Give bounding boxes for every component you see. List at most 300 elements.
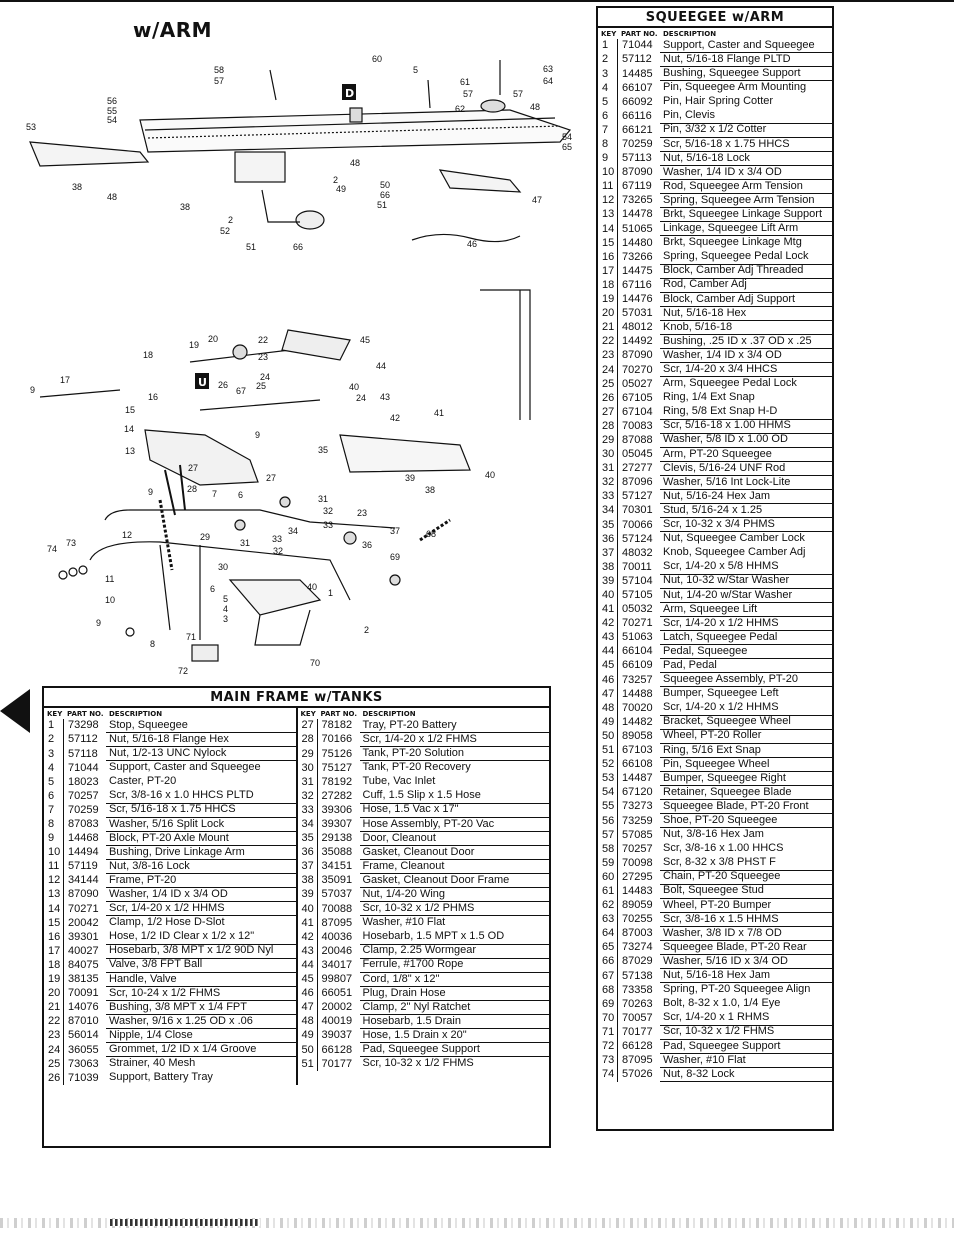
- part-number-cell: 14483: [622, 884, 653, 897]
- svg-text:54: 54: [107, 115, 118, 125]
- table-row: [598, 335, 832, 349]
- key-cell: 41: [298, 916, 318, 930]
- description-cell: Scr, 3/8-16 x 1.0 HHCS PLTD: [106, 789, 296, 803]
- description-cell: Bolt, Squeegee Stud: [660, 885, 832, 899]
- key-cell: 14: [44, 902, 64, 916]
- table-row: [598, 730, 832, 744]
- description-cell: Gasket, Cleanout Door: [360, 846, 550, 860]
- description-cell: Brkt, Squeegee Linkage Support: [660, 208, 832, 222]
- key-cell: 66: [598, 955, 618, 969]
- table-row: [598, 476, 832, 490]
- description-cell: Chain, PT-20 Squeegee: [660, 871, 832, 885]
- part-number-cell: 51065: [622, 222, 653, 235]
- table-row: [598, 250, 832, 264]
- description-cell: Nut, 1/2-13 UNC Nylock: [106, 747, 296, 761]
- svg-text:11: 11: [105, 574, 115, 584]
- table-row: [298, 930, 550, 944]
- part-number-cell: 78182: [321, 719, 353, 732]
- description-cell: Clamp, 1/2 Hose D-Slot: [106, 916, 296, 930]
- description-cell: Wheel, PT-20 Roller: [660, 730, 832, 744]
- table-row: [44, 916, 296, 930]
- svg-text:37: 37: [390, 526, 401, 536]
- key-cell: 39: [598, 575, 618, 589]
- description-cell: Frame, PT-20: [106, 874, 296, 888]
- description-cell: Bolt, 8-32 x 1.0, 1/4 Eye: [660, 997, 832, 1011]
- svg-text:40: 40: [349, 382, 360, 392]
- key-cell: 41: [598, 603, 618, 617]
- description-cell: Hose, 1/2 ID Clear x 1/2 x 12": [106, 930, 296, 944]
- description-cell: Washer, #10 Flat: [360, 916, 550, 930]
- part-number-cell: 78192: [321, 775, 353, 788]
- part-number-cell: 66092: [622, 95, 653, 108]
- description-cell: Pin, Clevis: [660, 109, 832, 123]
- svg-text:5: 5: [413, 65, 419, 75]
- part-header: PART NO.: [67, 710, 104, 718]
- table-row: [598, 208, 832, 222]
- part-number-cell: 70091: [68, 987, 99, 1000]
- svg-text:9: 9: [255, 430, 261, 440]
- part-number-cell: 87096: [622, 476, 653, 489]
- table-row: [298, 804, 550, 818]
- svg-text:53: 53: [26, 122, 37, 132]
- part-number-cell: 70098: [622, 856, 653, 869]
- part-number-cell: 57037: [321, 888, 353, 901]
- svg-text:61: 61: [460, 77, 471, 87]
- description-cell: Washer, 3/8 ID x 7/8 OD: [660, 927, 832, 941]
- description-cell: Shoe, PT-20 Squeegee: [660, 814, 832, 828]
- part-number-cell: 57105: [622, 589, 653, 601]
- part-number-cell: 70271: [622, 617, 653, 630]
- description-cell: Washer, 5/8 ID x 1.00 OD: [660, 434, 832, 448]
- description-cell: Tank, PT-20 Recovery: [360, 761, 550, 775]
- svg-text:24: 24: [356, 393, 367, 403]
- table-row: [598, 518, 832, 532]
- description-cell: Cord, 1/8" x 12": [360, 973, 550, 987]
- key-cell: 28: [298, 733, 318, 747]
- key-cell: 50: [598, 730, 618, 744]
- part-number-cell: 34144: [68, 874, 99, 887]
- table-row: [598, 39, 832, 53]
- key-cell: 44: [298, 959, 318, 973]
- table-body: [44, 719, 296, 1085]
- svg-text:42: 42: [390, 413, 401, 423]
- svg-text:66: 66: [380, 190, 391, 200]
- exploded-parts-diagram: [0, 40, 590, 680]
- part-number-cell: 20042: [68, 916, 99, 929]
- key-cell: 36: [598, 532, 618, 546]
- key-cell: 63: [598, 913, 618, 927]
- part-number-cell: 40027: [68, 944, 99, 957]
- description-cell: Stud, 5/16-24 x 1.25: [660, 504, 832, 518]
- right-column: [296, 708, 550, 1085]
- description-cell: Rod, Squeegee Arm Tension: [660, 180, 832, 194]
- description-cell: Nut, 1/4-20 Wing: [360, 888, 550, 902]
- key-cell: 19: [598, 293, 618, 307]
- table-row: [298, 832, 550, 846]
- key-cell: 11: [598, 180, 618, 194]
- table-row: [298, 719, 550, 733]
- part-number-cell: 05027: [622, 377, 653, 390]
- key-cell: 46: [298, 987, 318, 1001]
- description-cell: Bushing, Squeegee Support: [660, 67, 832, 81]
- part-number-cell: 66107: [622, 81, 653, 94]
- key-cell: 12: [598, 194, 618, 208]
- scan-footer-strip: [0, 1218, 954, 1228]
- part-number-cell: 14475: [622, 264, 653, 277]
- part-number-cell: 70177: [321, 1057, 353, 1070]
- svg-text:71: 71: [186, 632, 197, 642]
- part-number-cell: 67103: [622, 744, 653, 757]
- key-cell: 13: [598, 208, 618, 222]
- description-cell: Washer, #10 Flat: [660, 1054, 832, 1068]
- table-row: [298, 987, 550, 1001]
- marker-d: D: [345, 87, 355, 100]
- description-cell: Arm, PT-20 Squeegee: [660, 448, 832, 462]
- key-header: KEY: [601, 30, 617, 38]
- description-cell: Arm, Squeegee Lift: [660, 603, 832, 617]
- key-cell: 51: [598, 744, 618, 758]
- table-row: [298, 874, 550, 888]
- svg-text:2: 2: [228, 215, 234, 225]
- key-cell: 26: [44, 1071, 64, 1085]
- part-number-cell: 70166: [321, 733, 353, 746]
- svg-text:39: 39: [405, 473, 416, 483]
- key-cell: 31: [598, 462, 618, 476]
- table-row: [598, 856, 832, 870]
- part-number-cell: 66108: [622, 758, 653, 771]
- table-row: [598, 687, 832, 701]
- svg-text:31: 31: [318, 494, 329, 504]
- table-row: [598, 546, 832, 560]
- description-cell: Hose, 1.5 Drain x 20": [360, 1029, 550, 1043]
- description-cell: Latch, Squeegee Pedal: [660, 631, 832, 645]
- key-cell: 16: [44, 930, 64, 944]
- key-cell: 57: [598, 828, 618, 842]
- table-row: [598, 405, 832, 419]
- table-row: [298, 1043, 550, 1057]
- key-cell: 64: [598, 927, 618, 941]
- table-row: [44, 902, 296, 916]
- svg-text:44: 44: [376, 361, 387, 371]
- description-cell: Clamp, 2" Nyl Ratchet: [360, 1001, 550, 1015]
- key-header: KEY: [47, 710, 63, 718]
- key-cell: 24: [44, 1043, 64, 1057]
- svg-text:12: 12: [122, 530, 133, 540]
- svg-text:48: 48: [107, 192, 118, 202]
- table-row: [598, 349, 832, 363]
- part-number-cell: 57127: [622, 490, 653, 503]
- key-cell: 26: [598, 391, 618, 405]
- svg-text:63: 63: [543, 64, 554, 74]
- description-cell: Pad, Pedal: [660, 659, 832, 673]
- table-row: [598, 645, 832, 659]
- table-row: [598, 462, 832, 476]
- description-cell: Block, PT-20 Axle Mount: [106, 832, 296, 846]
- svg-text:2: 2: [364, 625, 370, 635]
- key-cell: 55: [598, 800, 618, 814]
- svg-text:36: 36: [362, 540, 373, 550]
- description-cell: Tank, PT-20 Solution: [360, 747, 550, 761]
- table-row: [598, 504, 832, 518]
- key-cell: 43: [598, 631, 618, 645]
- table-row: [598, 81, 832, 95]
- key-cell: 10: [598, 166, 618, 180]
- description-cell: Spring, PT-20 Squeegee Align: [660, 983, 832, 997]
- part-number-cell: 67104: [622, 405, 653, 418]
- svg-text:74: 74: [47, 544, 58, 554]
- svg-text:38: 38: [72, 182, 83, 192]
- key-cell: 45: [598, 659, 618, 673]
- table-row: [598, 1068, 832, 1082]
- description-cell: Scr, 8-32 x 3/8 PHST F: [660, 856, 832, 870]
- description-cell: Pedal, Squeegee: [660, 645, 832, 659]
- desc-header: DESCRIPTION: [362, 710, 416, 718]
- part-number-cell: 87083: [68, 818, 99, 830]
- key-cell: 56: [598, 814, 618, 828]
- description-cell: Handle, Valve: [106, 973, 296, 987]
- part-number-cell: 27282: [321, 789, 353, 802]
- key-cell: 6: [44, 789, 64, 803]
- svg-text:32: 32: [273, 546, 284, 556]
- key-cell: 24: [598, 363, 618, 377]
- key-cell: 35: [298, 832, 318, 846]
- table-row: [44, 789, 296, 803]
- description-cell: Pin, Squeegee Wheel: [660, 758, 832, 772]
- part-number-cell: 39307: [321, 818, 353, 830]
- table-row: [598, 997, 832, 1011]
- table-row: [44, 874, 296, 888]
- part-number-cell: 05032: [622, 603, 653, 616]
- key-cell: 37: [598, 546, 618, 560]
- table-row: [598, 377, 832, 391]
- part-number-cell: 67119: [622, 180, 652, 193]
- key-cell: 10: [44, 846, 64, 860]
- key-cell: 18: [44, 959, 64, 973]
- table-row: [598, 434, 832, 448]
- table-row: [598, 321, 832, 335]
- key-cell: 48: [298, 1015, 318, 1029]
- key-cell: 59: [598, 856, 618, 870]
- key-cell: 8: [598, 138, 618, 152]
- svg-text:72: 72: [178, 666, 189, 676]
- svg-text:67: 67: [236, 386, 247, 396]
- key-cell: 39: [298, 888, 318, 902]
- part-number-cell: 57104: [622, 574, 653, 587]
- description-cell: Plug, Drain Hose: [360, 987, 550, 1001]
- description-cell: Scr, 5/16-18 x 1.75 HHCS: [106, 804, 296, 818]
- table-row: [44, 733, 296, 747]
- part-number-cell: 73265: [622, 194, 653, 207]
- description-cell: Spring, Squeegee Arm Tension: [660, 194, 832, 208]
- table-row: [44, 973, 296, 987]
- part-number-cell: 73257: [622, 673, 653, 686]
- table-row: [598, 744, 832, 758]
- part-number-cell: 14478: [622, 208, 653, 221]
- svg-text:1: 1: [328, 588, 334, 598]
- key-cell: 30: [598, 448, 618, 462]
- table-row: [598, 67, 832, 81]
- description-cell: Scr, 10-32 x 1/2 FHMS: [660, 1026, 832, 1040]
- key-cell: 33: [298, 804, 318, 818]
- part-number-cell: 18023: [68, 775, 99, 788]
- part-number-cell: 57112: [622, 53, 652, 66]
- part-number-cell: 71044: [622, 39, 653, 52]
- key-cell: 43: [298, 945, 318, 959]
- table-row: [44, 1043, 296, 1057]
- key-cell: 27: [598, 405, 618, 419]
- description-cell: Wheel, PT-20 Bumper: [660, 899, 832, 913]
- key-cell: 8: [44, 818, 64, 832]
- part-number-cell: 73259: [622, 814, 653, 827]
- key-cell: 74: [598, 1068, 618, 1082]
- part-number-cell: 57118: [68, 747, 98, 760]
- description-cell: Bushing, 3/8 MPT x 1/4 FPT: [106, 1001, 296, 1015]
- description-cell: Scr, 1/4-20 x 1/2 HHMS: [660, 617, 832, 631]
- key-cell: 17: [44, 945, 64, 959]
- column-headers: [44, 708, 296, 719]
- svg-text:2: 2: [333, 175, 339, 185]
- description-cell: Nut, 5/16-18 Flange PLTD: [660, 53, 832, 67]
- part-number-cell: 87095: [321, 916, 353, 929]
- svg-text:32: 32: [323, 506, 334, 516]
- key-cell: 23: [598, 349, 618, 363]
- svg-text:23: 23: [258, 352, 269, 362]
- description-cell: Hose, 1.5 Vac x 17": [360, 804, 550, 818]
- key-cell: 61: [598, 885, 618, 899]
- part-number-cell: 48032: [622, 546, 653, 559]
- key-cell: 30: [298, 761, 318, 775]
- description-cell: Scr, 1/4-20 x 1/2 HHMS: [106, 902, 296, 916]
- table-row: [298, 959, 550, 973]
- part-number-cell: 73063: [68, 1057, 99, 1070]
- column-headers: [298, 708, 550, 719]
- description-cell: Scr, 3/8-16 x 1.00 HHCS: [660, 842, 832, 856]
- key-cell: 15: [44, 916, 64, 930]
- part-number-cell: 70259: [68, 803, 99, 816]
- key-cell: 28: [598, 420, 618, 434]
- svg-text:33: 33: [323, 520, 334, 530]
- description-cell: Nut, 3/8-16 Lock: [106, 860, 296, 874]
- table-row: [44, 1029, 296, 1043]
- description-cell: Scr, 10-32 x 1/2 PHMS: [360, 902, 550, 916]
- part-number-cell: 75126: [321, 747, 353, 760]
- part-number-cell: 48012: [622, 321, 653, 334]
- description-cell: Nut, Squeegee Camber Lock: [660, 532, 832, 546]
- key-cell: 22: [598, 335, 618, 349]
- svg-text:48: 48: [350, 158, 361, 168]
- key-cell: 4: [598, 81, 618, 95]
- key-cell: 12: [44, 874, 64, 888]
- part-number-cell: 66116: [622, 109, 652, 122]
- description-cell: Pad, Squeegee Support: [660, 1040, 832, 1054]
- key-cell: 1: [598, 39, 618, 53]
- part-number-cell: 14487: [622, 772, 653, 785]
- table-row: [598, 673, 832, 687]
- table-row: [598, 828, 832, 842]
- table-row: [598, 842, 832, 856]
- desc-header: DESCRIPTION: [663, 30, 717, 38]
- key-cell: 58: [598, 842, 618, 856]
- svg-text:40: 40: [485, 470, 496, 480]
- table-row: [598, 166, 832, 180]
- description-cell: Clamp, 2.25 Wormgear: [360, 945, 550, 959]
- table-row: [298, 1057, 550, 1071]
- part-number-cell: 70177: [622, 1025, 653, 1038]
- table-row: [598, 589, 832, 603]
- part-number-cell: 87095: [622, 1054, 653, 1067]
- part-number-cell: 70259: [622, 138, 653, 150]
- svg-text:55: 55: [107, 106, 118, 116]
- part-number-cell: 87088: [622, 433, 653, 446]
- part-number-cell: 73298: [68, 719, 99, 732]
- key-cell: 49: [298, 1029, 318, 1043]
- part-number-cell: 20002: [321, 1001, 353, 1014]
- part-number-cell: 40036: [321, 930, 353, 943]
- part-number-cell: 70083: [622, 419, 653, 432]
- key-cell: 16: [598, 250, 618, 264]
- part-number-cell: 57113: [622, 152, 652, 165]
- description-cell: Bumper, Squeegee Right: [660, 772, 832, 786]
- part-number-cell: 73358: [622, 983, 653, 996]
- description-cell: Nipple, 1/4 Close: [106, 1029, 296, 1043]
- description-cell: Squeegee Assembly, PT-20: [660, 673, 832, 687]
- part-number-cell: 34017: [321, 958, 353, 971]
- description-cell: Washer, 5/16 ID x 3/4 OD: [660, 955, 832, 969]
- part-number-cell: 57138: [622, 969, 653, 982]
- table-row: [598, 772, 832, 786]
- svg-text:56: 56: [107, 96, 118, 106]
- key-cell: 51: [298, 1057, 318, 1071]
- part-number-cell: 05045: [622, 448, 653, 461]
- part-number-cell: 67116: [622, 278, 652, 291]
- table-row: [44, 1057, 296, 1071]
- table-row: [598, 95, 832, 109]
- svg-text:6: 6: [210, 584, 216, 594]
- svg-text:57: 57: [463, 89, 474, 99]
- table-row: [598, 871, 832, 885]
- svg-text:73: 73: [66, 538, 77, 548]
- key-cell: 46: [598, 673, 618, 687]
- svg-text:4: 4: [223, 604, 229, 614]
- part-number-cell: 66051: [321, 987, 353, 1000]
- part-number-cell: 39301: [68, 930, 99, 943]
- part-number-cell: 89058: [622, 729, 653, 742]
- key-header: KEY: [300, 710, 316, 718]
- key-cell: 3: [598, 67, 618, 81]
- description-cell: Bracket, Squeegee Wheel: [660, 716, 832, 730]
- table-row: [598, 786, 832, 800]
- table-row: [598, 363, 832, 377]
- svg-text:27: 27: [266, 473, 277, 483]
- table-row: [44, 987, 296, 1001]
- table-row: [44, 860, 296, 874]
- top-border: [0, 0, 954, 2]
- key-cell: 42: [298, 930, 318, 944]
- key-cell: 6: [598, 109, 618, 123]
- svg-text:57: 57: [214, 76, 225, 86]
- table-row: [598, 800, 832, 814]
- key-cell: 2: [44, 733, 64, 747]
- part-number-cell: 89059: [622, 899, 653, 912]
- svg-text:46: 46: [467, 239, 478, 249]
- key-cell: 3: [44, 747, 64, 761]
- svg-text:27: 27: [188, 463, 199, 473]
- table-row: [44, 888, 296, 902]
- description-cell: Washer, 5/16 Int Lock-Lite: [660, 476, 832, 490]
- part-header: PART NO.: [621, 30, 658, 38]
- svg-text:45: 45: [360, 335, 371, 345]
- key-cell: 2: [598, 53, 618, 67]
